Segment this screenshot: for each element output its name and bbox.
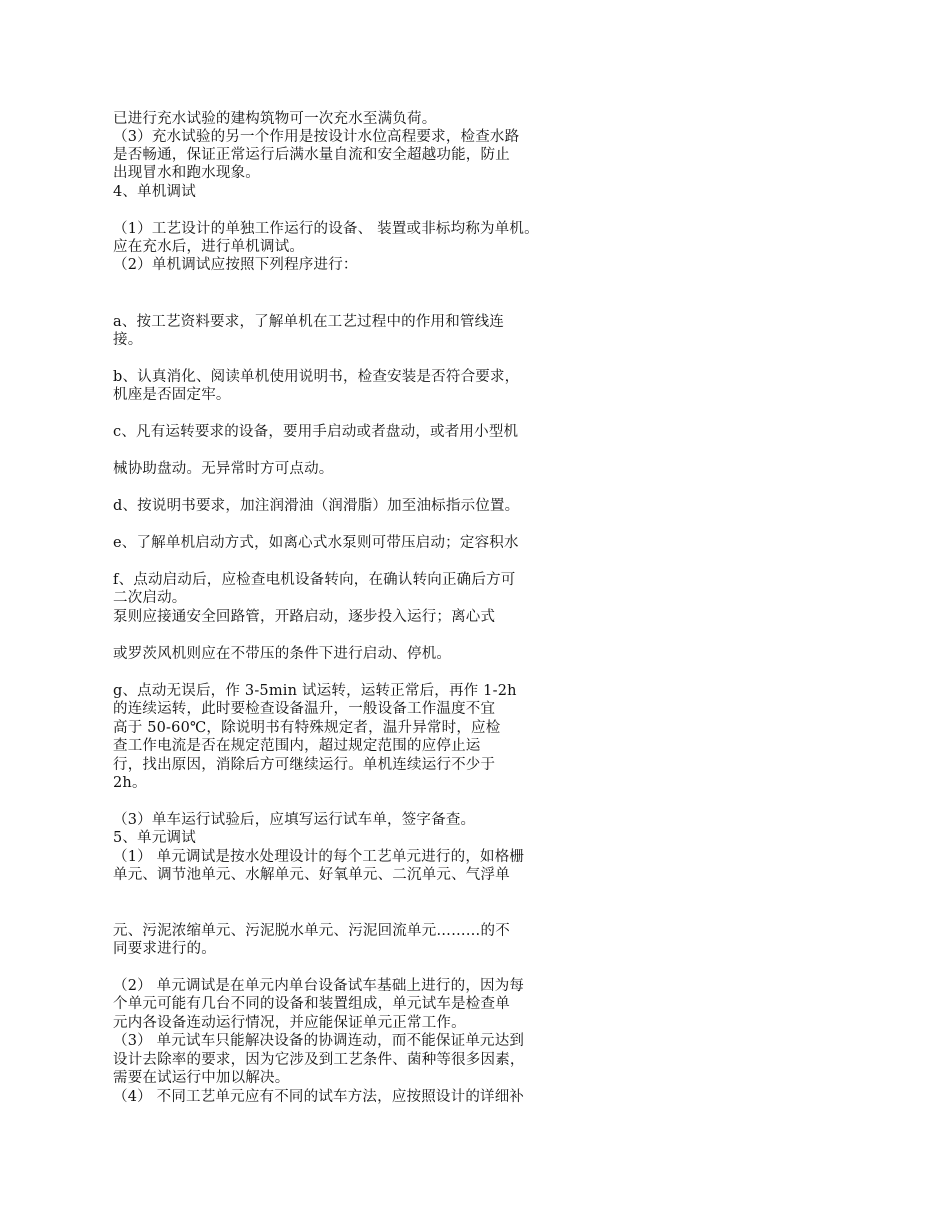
text-line: 的连续运转，此时要检查设备温升，一般设备工作温度不宜 [113,701,496,717]
text-line: b、认真消化、阅读单机使用说明书，检查安装是否符合要求， [113,369,520,385]
text-line: c、凡有运转要求的设备，要用手启动或者盘动，或者用小型机 [113,424,519,440]
text-line: 出现冒水和跑水现象。 [113,165,260,181]
text-line: （2） 单元调试是在单元内单台设备试车基础上进行的，因为每 [113,978,525,994]
text-line: 已进行充水试验的建构筑物可一次充水至满负荷。 [113,111,437,127]
text-line: a、按工艺资料要求，了解单机在工艺过程中的作用和管线连 [113,314,505,330]
text-line: 元内各设备连动运行情况，并应能保证单元正常工作。 [113,1015,466,1031]
text-line: g、点动无误后，作 3-5min 试运转，运转正常后，再作 1-2h [113,683,517,699]
text-line: d、按说明书要求，加注润滑油（润滑脂）加至油标指示位置。 [113,498,520,514]
text-line: 机座是否固定牢。 [113,387,231,403]
text-line: 需要在试运行中加以解决。 [113,1070,290,1086]
text-line: （4） 不同工艺单元应有不同的试车方法，应按照设计的详细补 [113,1089,525,1105]
text-line: （3）充水试验的另一个作用是按设计水位高程要求，检查水路 [113,129,520,145]
text-line: （3）单车运行试验后，应填写运行试车单，签字备查。 [113,812,476,828]
text-line: （2）单机调试应按照下列程序进行： [113,257,358,273]
text-line: （1） 单元调试是按水处理设计的每个工艺单元进行的，如格栅 [113,849,525,865]
text-line: 泵则应接通安全回路管，开路启动，逐步投入运行；离心式 [113,609,496,625]
text-line: 械协助盘动。无异常时方可点动。 [113,461,334,477]
text-line: （1）工艺设计的单独工作运行的设备、 装置或非标均称为单机。 [113,221,539,237]
text-line: 查工作电流是否在规定范围内，超过规定范围的应停止运 [113,738,481,754]
text-line: 应在充水后，进行单机调试。 [113,239,305,255]
text-line: （3） 单元试车只能解决设备的协调连动，而不能保证单元达到 [113,1033,525,1049]
text-line: 个单元可能有几台不同的设备和装置组成，单元试车是检查单 [113,996,510,1012]
text-line: f、点动启动后，应检查电机设备转向，在确认转向正确后方可 [113,572,516,588]
text-line: e、了解单机启动方式，如离心式水泵则可带压启动；定容积水 [113,535,519,551]
text-line: 行，找出原因，消除后方可继续运行。单机连续运行不少于 [113,757,496,773]
text-line: 或罗茨风机则应在不带压的条件下进行启动、停机。 [113,646,452,662]
text-line: 高于 50-60℃，除说明书有特殊规定者，温升异常时，应检 [113,720,501,736]
text-line: 是否畅通，保证正常运行后满水量自流和安全超越功能，防止 [113,147,510,163]
text-line: 单元、调节池单元、水解单元、好氧单元、二沉单元、气浮单 [113,867,510,883]
text-line: 设计去除率的要求，因为它涉及到工艺条件、菌种等很多因素， [113,1052,525,1068]
text-line: 元、污泥浓缩单元、污泥脱水单元、污泥回流单元………的不 [113,923,510,939]
text-line: 接。 [113,332,143,348]
text-line: 二次启动。 [113,590,187,606]
text-line: 2h。 [113,775,147,791]
section-heading: 4、单机调试 [113,184,196,200]
text-line: 同要求进行的。 [113,941,216,957]
section-heading: 5、单元调试 [113,830,196,846]
